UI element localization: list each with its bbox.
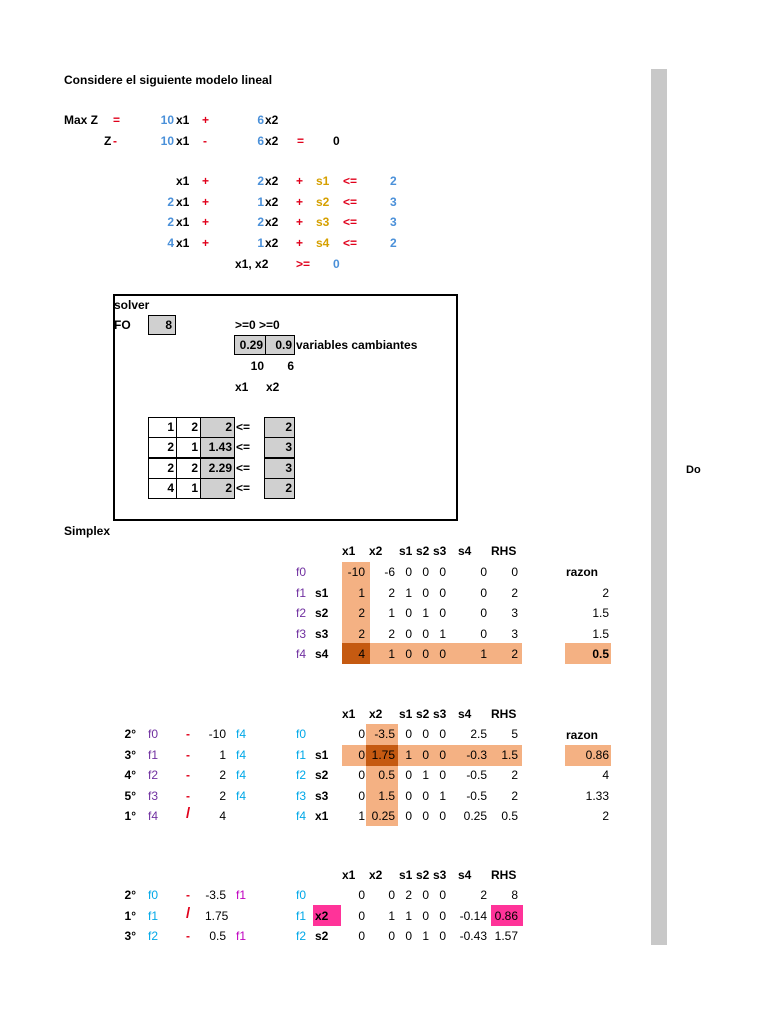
cell-value: 0 bbox=[439, 606, 446, 620]
column-header: s4 bbox=[458, 544, 472, 558]
solver-rhs: 2 bbox=[264, 417, 295, 438]
nonneg-val: 0 bbox=[333, 257, 340, 271]
op-ref: f4 bbox=[236, 727, 247, 741]
ratio-header: razon bbox=[566, 565, 599, 579]
cell-value: 0 bbox=[511, 565, 518, 579]
row-f-label: f0 bbox=[296, 565, 307, 579]
cell-value: 0 bbox=[358, 768, 365, 782]
cell-value: 2 bbox=[480, 888, 487, 902]
ratio-value: 4 bbox=[602, 768, 609, 782]
row-f-label: f1 bbox=[296, 585, 307, 600]
ratio-value: 1.5 bbox=[592, 626, 609, 641]
cell-value: 1 bbox=[405, 908, 412, 923]
column-header: RHS bbox=[491, 544, 517, 558]
column-header: x1 bbox=[342, 707, 356, 721]
op-row: f0 bbox=[148, 727, 159, 741]
column-header: s1 bbox=[399, 868, 413, 882]
row-basis: s2 bbox=[315, 768, 329, 782]
cell-value: -0.5 bbox=[466, 768, 487, 782]
column-header: s4 bbox=[458, 707, 472, 721]
column-header: x2 bbox=[369, 707, 383, 721]
cell-value: 1 bbox=[439, 626, 446, 641]
solver-rel: <= bbox=[236, 420, 251, 434]
cell-value: -0.3 bbox=[466, 747, 487, 762]
cell-value: 1.5 bbox=[501, 747, 518, 762]
column-header: RHS bbox=[491, 868, 517, 882]
con-slack: s2 bbox=[316, 195, 330, 209]
column-header: x2 bbox=[369, 544, 383, 558]
op-sign: / bbox=[186, 904, 191, 922]
cell-value: 0 bbox=[439, 565, 446, 579]
cell-value: 0 bbox=[358, 727, 365, 741]
cell-value: 0 bbox=[439, 888, 446, 902]
con-c1: 2 bbox=[167, 215, 174, 229]
ratio-value: 2 bbox=[602, 585, 609, 600]
ratio-value: 0.5 bbox=[592, 647, 609, 661]
cell-value: 1 bbox=[405, 585, 412, 600]
cell-value: 1 bbox=[422, 929, 429, 943]
cell-value: 0.25 bbox=[463, 809, 487, 823]
op-order: 2° bbox=[124, 727, 136, 741]
z-v1: x1 bbox=[176, 134, 190, 148]
con-v1: x1 bbox=[176, 215, 190, 229]
con-v1: x1 bbox=[176, 195, 190, 209]
column-header: s4 bbox=[458, 868, 472, 882]
cell-value: 0 bbox=[439, 908, 446, 923]
cell-value: 0 bbox=[422, 809, 429, 823]
op-factor: 2 bbox=[219, 768, 226, 782]
z-op: - bbox=[203, 134, 207, 148]
solver-rhs: 2 bbox=[264, 478, 295, 499]
row-f-label: f4 bbox=[296, 647, 307, 661]
column-header: s3 bbox=[433, 544, 447, 558]
row-basis: s2 bbox=[315, 929, 329, 943]
cell-value: 1 bbox=[388, 606, 395, 620]
cell-value: 2 bbox=[405, 888, 412, 902]
cell-value: 0 bbox=[480, 626, 487, 641]
cell-value: 0 bbox=[480, 565, 487, 579]
con-v2: x2 bbox=[265, 236, 279, 250]
cell-value: 0 bbox=[439, 809, 446, 823]
cell-value: -0.43 bbox=[459, 929, 487, 943]
cell-value: 1 bbox=[480, 647, 487, 661]
solver-lhs: 2.29 bbox=[200, 458, 235, 479]
con-plus: + bbox=[296, 195, 304, 209]
simplex-title: Simplex bbox=[64, 524, 111, 538]
row-f-label: f3 bbox=[296, 788, 307, 803]
op-ref: f4 bbox=[236, 768, 247, 782]
obj-v2: x2 bbox=[265, 113, 279, 127]
op-row: f0 bbox=[148, 888, 159, 902]
z-v2: x2 bbox=[265, 134, 279, 148]
cell-value: 2 bbox=[358, 626, 365, 641]
cell-value: 0 bbox=[422, 747, 429, 762]
con-op: + bbox=[202, 236, 210, 250]
cell-value: 0 bbox=[388, 929, 395, 943]
obj-eq: = bbox=[113, 113, 121, 127]
solver-a: 1 bbox=[148, 417, 177, 438]
cell-value: 0.25 bbox=[371, 809, 395, 823]
con-slack: s3 bbox=[316, 215, 330, 229]
cell-value: 0 bbox=[405, 768, 412, 782]
cell-value: -10 bbox=[347, 565, 365, 579]
con-v1: x1 bbox=[176, 174, 190, 188]
op-row: f4 bbox=[148, 809, 159, 823]
op-order: 3° bbox=[124, 747, 136, 762]
con-c1: 4 bbox=[167, 236, 174, 250]
obj-label: Max Z bbox=[64, 113, 99, 127]
op-ref: f1 bbox=[236, 929, 247, 943]
con-rel: <= bbox=[343, 215, 358, 229]
con-rhs: 2 bbox=[390, 174, 397, 188]
cell-value: 0 bbox=[422, 626, 429, 641]
con-c1: 2 bbox=[167, 195, 174, 209]
cell-value: 0 bbox=[405, 647, 412, 661]
con-c2: 1 bbox=[257, 195, 264, 209]
row-f-label: f0 bbox=[296, 727, 307, 741]
cell-value: 2 bbox=[388, 626, 395, 641]
cell-value: 0 bbox=[439, 768, 446, 782]
row-basis: s4 bbox=[315, 647, 329, 661]
cell-value: 0 bbox=[422, 565, 429, 579]
op-ref: f1 bbox=[236, 888, 247, 902]
op-order: 5° bbox=[124, 788, 136, 803]
con-c2: 1 bbox=[257, 236, 264, 250]
con-v2: x2 bbox=[265, 195, 279, 209]
cell-value: 2 bbox=[388, 585, 395, 600]
coef2: 6 bbox=[287, 359, 294, 373]
cell-value: 0 bbox=[422, 908, 429, 923]
op-ref: f4 bbox=[236, 788, 247, 803]
solver-b: 1 bbox=[176, 478, 201, 499]
fo-value[interactable]: 8 bbox=[148, 315, 176, 335]
cell-value: 1 bbox=[388, 908, 395, 923]
con-slack: s4 bbox=[316, 236, 330, 250]
con-plus: + bbox=[296, 236, 304, 250]
con-op: + bbox=[202, 195, 210, 209]
con-plus: + bbox=[296, 174, 304, 188]
cell-value: 1.57 bbox=[494, 929, 518, 943]
con-v1: x1 bbox=[176, 236, 190, 250]
obj-op: + bbox=[202, 113, 210, 127]
op-ref: f4 bbox=[236, 747, 247, 762]
cell-value: 1.75 bbox=[371, 747, 395, 762]
z-c1: 10 bbox=[160, 134, 174, 148]
row-basis: x1 bbox=[315, 809, 329, 823]
coef1: 10 bbox=[250, 359, 264, 373]
con-rhs: 3 bbox=[390, 215, 397, 229]
cell-value: 0 bbox=[358, 888, 365, 902]
cell-value: 0 bbox=[388, 888, 395, 902]
nonneg-vars: x1, x2 bbox=[235, 257, 269, 271]
cell-value: 0 bbox=[405, 809, 412, 823]
op-sign: - bbox=[186, 727, 190, 741]
cell-value: 1 bbox=[422, 606, 429, 620]
op-sign: / bbox=[186, 805, 191, 822]
cell-value: 2 bbox=[358, 606, 365, 620]
row-basis: s1 bbox=[315, 747, 329, 762]
cell-value: 0.86 bbox=[494, 908, 518, 923]
column-header: x1 bbox=[342, 544, 356, 558]
column-header: RHS bbox=[491, 707, 517, 721]
cell-value: 0 bbox=[439, 929, 446, 943]
column-header: s2 bbox=[416, 868, 430, 882]
cell-value: 0 bbox=[405, 606, 412, 620]
column-header: x2 bbox=[369, 868, 383, 882]
solver-rel: <= bbox=[236, 440, 251, 454]
solver-b: 1 bbox=[176, 437, 201, 458]
row-basis: x2 bbox=[315, 908, 329, 923]
cell-value: 1 bbox=[422, 768, 429, 782]
solver-b: 2 bbox=[176, 458, 201, 479]
z-label: Z bbox=[104, 134, 112, 148]
op-row: f1 bbox=[148, 908, 159, 923]
solver-a: 2 bbox=[148, 437, 177, 458]
con-c2: 2 bbox=[257, 174, 264, 188]
cell-value: 0 bbox=[405, 929, 412, 943]
cell-value: 0 bbox=[422, 727, 429, 741]
cell-value: 3 bbox=[511, 606, 518, 620]
var1-label: x1 bbox=[235, 380, 249, 394]
ratio-value: 0.86 bbox=[585, 747, 609, 762]
cell-value: 8 bbox=[511, 888, 518, 902]
row-f-label: f4 bbox=[296, 809, 307, 823]
op-factor: -3.5 bbox=[205, 888, 226, 902]
con-rel: <= bbox=[343, 195, 358, 209]
cell-value: 0 bbox=[422, 647, 429, 661]
cell-value: 0 bbox=[422, 788, 429, 803]
obj-v1: x1 bbox=[176, 113, 190, 127]
column-header: s1 bbox=[399, 707, 413, 721]
row-f-label: f2 bbox=[296, 929, 307, 943]
con-rel: <= bbox=[343, 174, 358, 188]
cell-value: -6 bbox=[384, 565, 395, 579]
op-sign: - bbox=[186, 747, 190, 762]
page-title: Considere el siguiente modelo lineal bbox=[64, 73, 273, 87]
cell-value: 2 bbox=[511, 585, 518, 600]
op-order: 1° bbox=[124, 809, 136, 823]
con-op: + bbox=[202, 174, 210, 188]
row-f-label: f1 bbox=[296, 747, 307, 762]
row-basis: s3 bbox=[315, 788, 329, 803]
cell-value: 2 bbox=[511, 788, 518, 803]
con-v2: x2 bbox=[265, 174, 279, 188]
con-rhs: 2 bbox=[390, 236, 397, 250]
cell-value: 0 bbox=[358, 908, 365, 923]
solver-rel: <= bbox=[236, 481, 251, 495]
op-factor: 0.5 bbox=[209, 929, 226, 943]
row-f-label: f2 bbox=[296, 606, 307, 620]
var2-label: x2 bbox=[266, 380, 280, 394]
cell-value: 1 bbox=[358, 809, 365, 823]
op-factor: 4 bbox=[219, 809, 226, 823]
z-eq: = bbox=[297, 134, 305, 148]
solver-title: solver bbox=[114, 298, 150, 312]
con-plus: + bbox=[296, 215, 304, 229]
cell-value: 1 bbox=[358, 585, 365, 600]
op-factor: 1.75 bbox=[205, 908, 229, 923]
op-factor: 1 bbox=[219, 747, 226, 762]
ratio-value: 2 bbox=[602, 809, 609, 823]
obj-c2: 6 bbox=[257, 113, 264, 127]
cell-value: 0 bbox=[439, 647, 446, 661]
cell-value: 4 bbox=[358, 647, 365, 661]
solver-lhs: 1.43 bbox=[200, 437, 235, 458]
solver-a: 2 bbox=[148, 458, 177, 479]
solver-lhs: 2 bbox=[200, 478, 235, 499]
column-header: s3 bbox=[433, 707, 447, 721]
cell-value: 0 bbox=[480, 585, 487, 600]
op-order: 1° bbox=[124, 908, 136, 923]
ratio-value: 1.5 bbox=[592, 606, 609, 620]
cell-value: 0 bbox=[422, 585, 429, 600]
cell-value: 0 bbox=[405, 626, 412, 641]
row-basis: s2 bbox=[315, 606, 329, 620]
op-factor: 2 bbox=[219, 788, 226, 803]
cell-value: 0.5 bbox=[378, 768, 395, 782]
cell-value: 0 bbox=[439, 727, 446, 741]
op-order: 3° bbox=[124, 929, 136, 943]
cell-value: 0 bbox=[480, 606, 487, 620]
column-header: x1 bbox=[342, 868, 356, 882]
op-sign: - bbox=[186, 888, 190, 902]
op-row: f2 bbox=[148, 768, 159, 782]
cell-value: 0 bbox=[358, 929, 365, 943]
op-factor: -10 bbox=[208, 727, 226, 741]
row-f-label: f3 bbox=[296, 626, 307, 641]
cell-value: 2.5 bbox=[470, 727, 487, 741]
row-f-label: f0 bbox=[296, 888, 307, 902]
cell-value: -0.5 bbox=[466, 788, 487, 803]
cell-value: 0 bbox=[405, 727, 412, 741]
row-basis: s3 bbox=[315, 626, 329, 641]
nonneg-rel: >= bbox=[296, 257, 311, 271]
column-header: s2 bbox=[416, 707, 430, 721]
con-rhs: 3 bbox=[390, 195, 397, 209]
cell-value: 1.5 bbox=[378, 788, 395, 803]
right-divider-bar bbox=[651, 69, 667, 945]
cell-value: 0 bbox=[358, 788, 365, 803]
op-row: f3 bbox=[148, 788, 159, 803]
vars-label: variables cambiantes bbox=[296, 338, 418, 352]
cell-value: 5 bbox=[511, 727, 518, 741]
con-rel: <= bbox=[343, 236, 358, 250]
op-sign: - bbox=[186, 929, 190, 943]
ratio-value: 1.33 bbox=[585, 788, 609, 803]
cell-value: 0 bbox=[422, 888, 429, 902]
op-order: 4° bbox=[124, 768, 136, 782]
column-header: s2 bbox=[416, 544, 430, 558]
nonneg-signs: >=0 >=0 bbox=[235, 318, 280, 332]
op-sign: - bbox=[186, 768, 190, 782]
solver-lhs: 2 bbox=[200, 417, 235, 438]
cell-value: -3.5 bbox=[374, 727, 395, 741]
cell-value: 0 bbox=[405, 565, 412, 579]
op-row: f2 bbox=[148, 929, 159, 943]
solver-rhs: 3 bbox=[264, 458, 295, 479]
cell-value: 3 bbox=[511, 626, 518, 641]
x1-value-cell[interactable]: 0.29 bbox=[234, 335, 266, 355]
row-f-label: f2 bbox=[296, 768, 307, 782]
cell-value: 0 bbox=[405, 788, 412, 803]
column-header: s1 bbox=[399, 544, 413, 558]
solver-a: 4 bbox=[148, 478, 177, 499]
ratio-header: razon bbox=[566, 728, 599, 742]
solver-b: 2 bbox=[176, 417, 201, 438]
op-order: 2° bbox=[124, 888, 136, 902]
cell-value: 1 bbox=[439, 788, 446, 803]
row-basis: s1 bbox=[315, 585, 329, 600]
column-header: s3 bbox=[433, 868, 447, 882]
row-f-label: f1 bbox=[296, 908, 307, 923]
cell-value: 0.5 bbox=[501, 809, 518, 823]
op-row: f1 bbox=[148, 747, 159, 762]
fo-label: FO bbox=[114, 318, 131, 332]
cell-value: 2 bbox=[511, 647, 518, 661]
cell-value: -0.14 bbox=[459, 908, 487, 923]
side-label: Do bbox=[686, 464, 701, 476]
z-minus: - bbox=[113, 134, 117, 148]
con-slack: s1 bbox=[316, 174, 330, 188]
cell-value: 1 bbox=[388, 647, 395, 661]
op-sign: - bbox=[186, 788, 190, 803]
solver-rel: <= bbox=[236, 461, 251, 475]
z-c2: 6 bbox=[257, 134, 264, 148]
z-rhs: 0 bbox=[333, 134, 340, 148]
cell-value: 2 bbox=[511, 768, 518, 782]
con-op: + bbox=[202, 215, 210, 229]
con-v2: x2 bbox=[265, 215, 279, 229]
cell-value: 0 bbox=[358, 747, 365, 762]
con-c2: 2 bbox=[257, 215, 264, 229]
obj-c1: 10 bbox=[160, 113, 174, 127]
cell-value: 0 bbox=[439, 585, 446, 600]
solver-rhs: 3 bbox=[264, 437, 295, 458]
cell-value: 1 bbox=[405, 747, 412, 762]
x2-value-cell[interactable]: 0.9 bbox=[265, 335, 295, 355]
cell-value: 0 bbox=[439, 747, 446, 762]
